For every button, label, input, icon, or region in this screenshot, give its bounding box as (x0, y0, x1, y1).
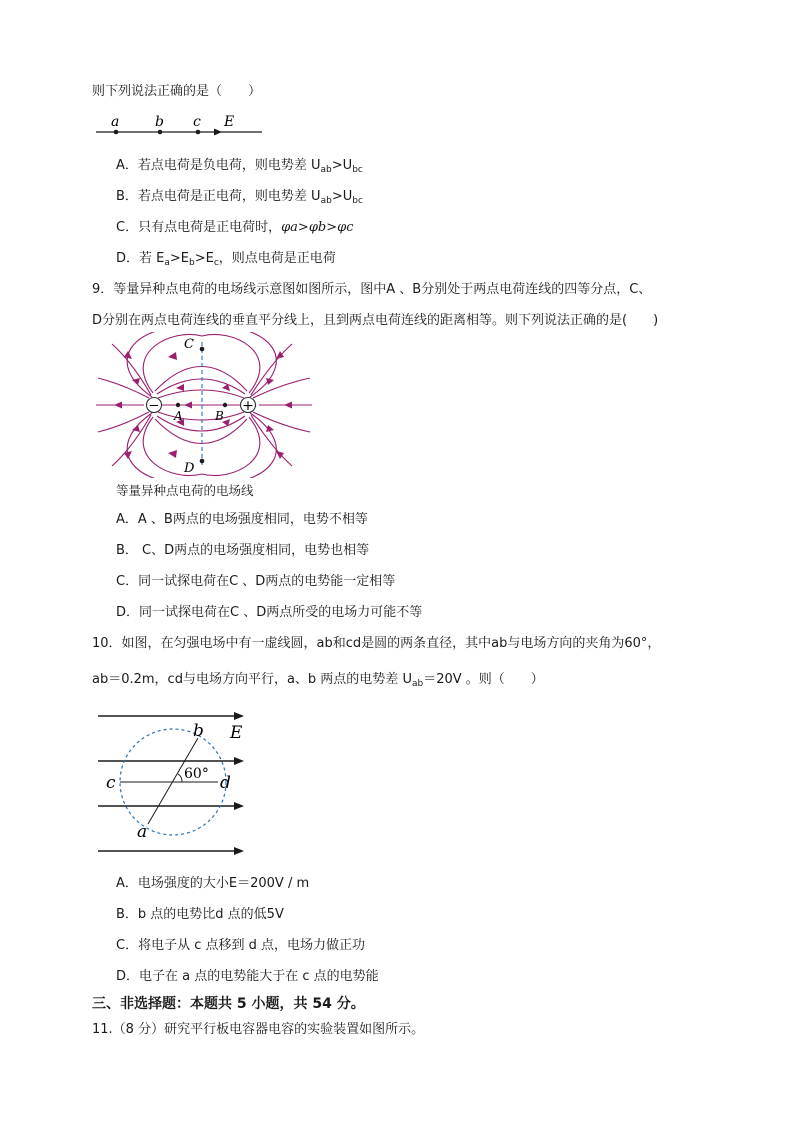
section-heading: 三、非选择题：本题共 5 小题，共 54 分。 (92, 996, 365, 1012)
label-b: b (193, 721, 204, 741)
label-c: c (106, 773, 116, 793)
q9-option-a: A．A 、B两点的电场强度相同，电势不相等 (116, 512, 368, 527)
q8-figure-line (94, 110, 266, 140)
dipole-field-figure (92, 332, 318, 478)
q8-label-E: E (224, 114, 235, 130)
q8-label-b: b (155, 114, 164, 130)
q10-option-c: C．将电子从 c 点移到 d 点，电场力做正功 (116, 938, 366, 953)
label-A: A (174, 409, 183, 423)
label-B: B (215, 409, 224, 423)
label-a: a (137, 822, 148, 842)
plus-charge: + (242, 398, 254, 414)
q9-option-b: B． C、D两点的电场强度相同，电势也相等 (116, 543, 370, 558)
q8-option-c: C．只有点电荷是正电荷时，φa>φb>φc (116, 220, 354, 235)
q10-option-b: B．b 点的电势比d 点的低5V (116, 907, 284, 922)
q9-option-c: C．同一试探电荷在C 、D两点的电势能一定相等 (116, 574, 396, 589)
q10-option-d: D．电子在 a 点的电势能大于在 c 点的电势能 (116, 969, 379, 984)
q9-stem-line1: 9．等量异种点电荷的电场线示意图如图所示，图中A 、B分别处于两点电荷连线的四等分点，C、 (92, 282, 652, 297)
q10-stem-line1: 10．如图，在匀强电场中有一虚线圆，ab和cd是圆的两条直径，其中ab与电场方向的夹角为60°， (92, 636, 661, 651)
q10-option-a: A．电场强度的大小E＝200V / m (116, 876, 310, 891)
q8-label-c: c (193, 114, 201, 130)
label-E: E (230, 723, 243, 743)
label-d: d (220, 773, 231, 793)
label-D: D (184, 461, 195, 476)
q9-option-d: D．同一试探电荷在C 、D两点所受的电场力可能不等 (116, 605, 423, 620)
label-C: C (184, 337, 194, 352)
q8-label-a: a (111, 114, 120, 130)
q9-stem-line2: D分别在两点电荷连线的垂直平分线上，且到两点电荷连线的距离相等。则下列说法正确的是( ) (92, 313, 659, 328)
q9-figure-caption: 等量异种点电荷的电场线 (116, 483, 254, 498)
q8-option-d: D．若 $E_a>E_b>E_c$，则点电荷是正电荷 (116, 251, 336, 268)
q11-stem: 11.（8 分）研究平行板电容器电容的实验装置如图所示。 (92, 1022, 425, 1037)
q8-option-b: B．若点电荷是正电荷，则电势差 $U_{ab}>U_{bc}$ (116, 189, 363, 206)
q10-stem-line2: ab＝0.2m，cd与电场方向平行，a、b 两点的电势差 $U_{ab}=20V$ 。则（ ） (92, 672, 544, 689)
q8-stem-tail: 则下列说法正确的是（ ） (92, 84, 262, 99)
q8-option-a: A．若点电荷是负电荷，则电势差 $U_{ab}>U_{bc}$ (116, 158, 363, 175)
minus-charge: − (148, 398, 160, 414)
angle-label: 60° (184, 766, 209, 782)
uniform-field-figure (92, 700, 262, 860)
